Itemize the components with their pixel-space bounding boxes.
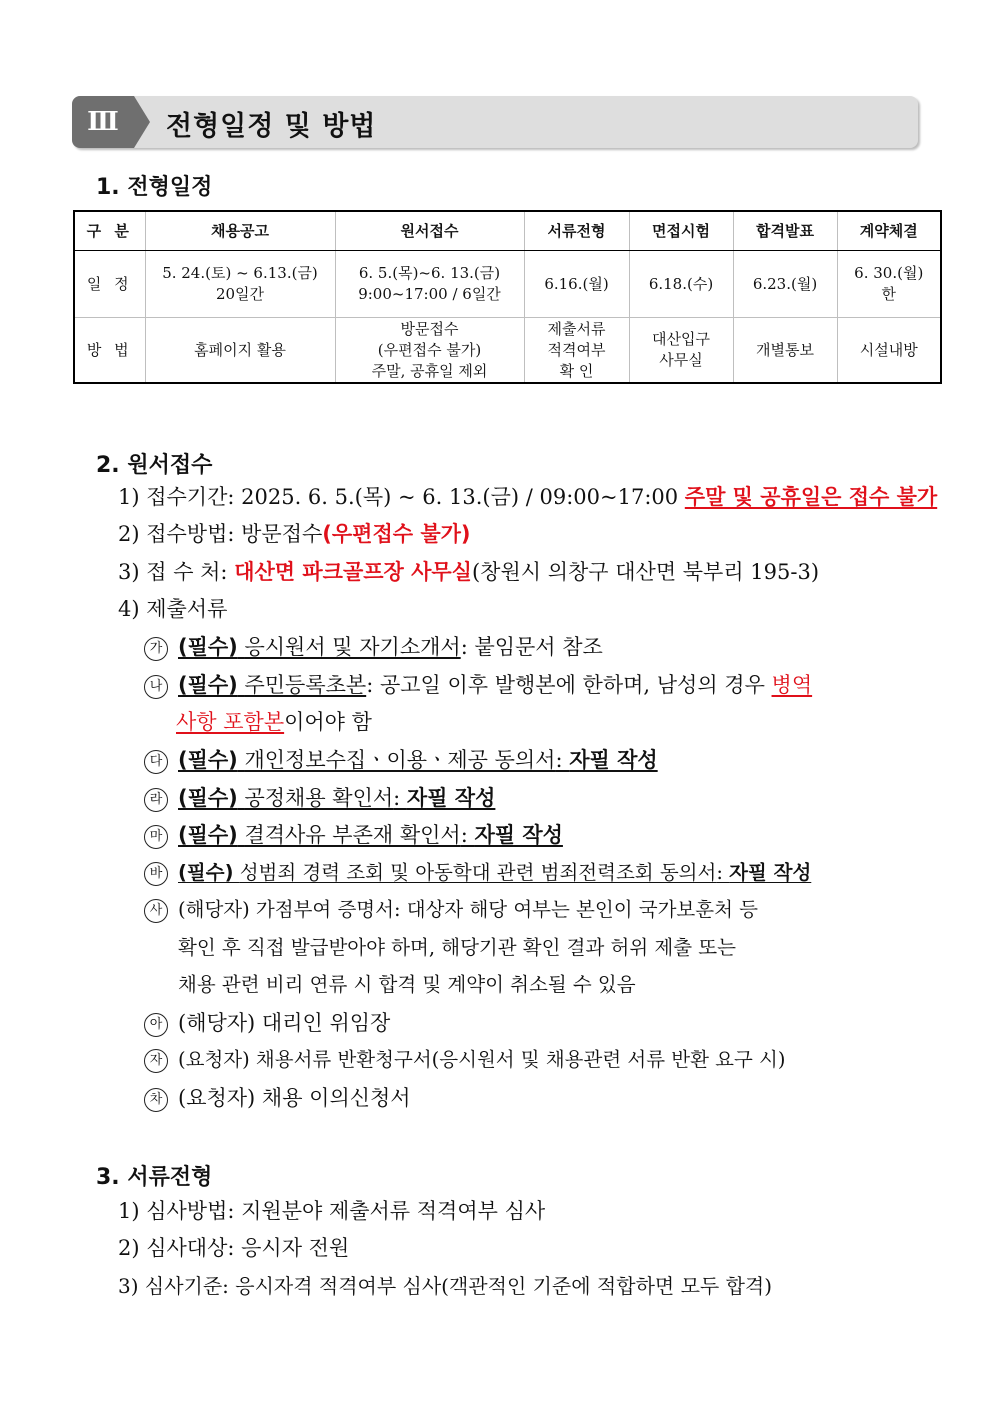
cell-line: 6. 5.(목)~6. 13.(금) [358, 264, 501, 282]
place-address: (창원시 의창구 대산면 북부리 195-3) [471, 560, 820, 584]
cell-line: 6.16.(월) [544, 274, 609, 293]
row-label: 일 정 [74, 251, 145, 318]
doc-item [144, 860, 811, 886]
doc-item [144, 747, 658, 774]
period-warning: 주말 및 공휴일은 접수 불가 [684, 485, 938, 509]
cell-line: 방문접수 [400, 319, 459, 338]
row-label: 방 법 [74, 318, 145, 384]
method-text: 2) 접수방법: 방문접수 [118, 522, 323, 546]
table-cell [733, 318, 837, 384]
cell-line: 시설내방 [859, 340, 918, 359]
cell-line: 6.23.(월) [752, 274, 818, 293]
doc-name: 결격사유 부존재 확인서 [244, 823, 461, 847]
section2-title: 2. 원서접수 [96, 453, 213, 478]
review-item: 2) 심사대상: 응시자 전원 [118, 1236, 350, 1260]
doc-note: : 붙임문서 참조 [460, 635, 603, 659]
doc-note: : 공고일 이후 발행본에 한하며, 남성의 경우 [366, 673, 772, 697]
table-cell [837, 251, 941, 318]
table-header-cell: 서류전형 [524, 211, 629, 251]
doc-marker: 나 [144, 675, 168, 699]
section-number-arrow [134, 96, 150, 148]
table-cell [524, 318, 629, 384]
table-cell [629, 318, 733, 384]
cell-line: 6. 30.(월) [854, 264, 924, 282]
required-tag: (필수) [178, 748, 238, 772]
required-tag: (필수) [178, 673, 238, 697]
period-text: 1) 접수기간: 2025. 6. 5.(목) ~ 6. 13.(금) / 09:00~17:00 [118, 485, 685, 509]
cell-line: 적격여부 [547, 340, 606, 359]
doc-text: (해당자) 대리인 위임장 [178, 1011, 391, 1035]
cell-line: 5. 24.(토) ~ 6.13.(금) [162, 264, 318, 282]
method-warning: (우편접수 불가) [322, 522, 471, 546]
page-title: 전형일정 및 방법 [166, 111, 377, 142]
doc-name: 주민등록초본 [244, 673, 367, 697]
doc-note-red: 사항 포함본 [176, 710, 285, 734]
cell-line: 주말, 공휴일 제외 [371, 361, 488, 380]
cell-line: 한 [881, 285, 896, 303]
cell-line: 대산입구 [652, 330, 710, 348]
table-cell [837, 318, 941, 384]
doc-marker: 자 [144, 1049, 168, 1073]
doc-instruction: 자필 작성 [406, 786, 496, 810]
doc-item [144, 672, 812, 699]
doc-marker: 아 [144, 1013, 168, 1037]
doc-item [144, 897, 758, 923]
table-cell [524, 251, 629, 318]
documents-label: 4) 제출서류 [118, 597, 228, 621]
doc-colon: : [716, 861, 730, 884]
table-cell [733, 251, 837, 318]
cell-line: 6.18.(수) [648, 274, 714, 293]
doc-item [144, 785, 495, 812]
doc-marker: 다 [144, 750, 168, 774]
table-header-row [74, 211, 941, 251]
doc-name: 공정채용 확인서 [244, 786, 394, 810]
required-tag: (필수) [178, 786, 238, 810]
doc-name: 성범죄 경력 조회 및 아동학대 관련 범죄전력조회 동의서 [239, 861, 717, 884]
application-period [118, 484, 937, 510]
doc-colon: : [393, 786, 407, 810]
section-number: Ⅲ [72, 96, 134, 148]
section1-title: 1. 전형일정 [96, 175, 213, 200]
review-item: 1) 심사방법: 지원분야 제출서류 적격여부 심사 [118, 1199, 546, 1223]
doc-item-continued: 채용 관련 비리 연류 시 합격 및 계약이 취소될 수 있음 [178, 973, 636, 996]
doc-item [144, 1085, 411, 1112]
doc-item [144, 822, 563, 849]
application-place [118, 559, 819, 585]
table-cell [335, 318, 524, 384]
required-tag: (필수) [178, 635, 238, 659]
schedule-table [73, 210, 942, 384]
doc-item [144, 1047, 785, 1073]
doc-text: (해당자) 가점부여 증명서: 대상자 해당 여부는 본인이 국가보훈처 등 [178, 898, 758, 921]
table-header-cell: 채용공고 [145, 211, 335, 251]
doc-marker: 가 [144, 637, 168, 661]
table-header-cell: 원서접수 [335, 211, 524, 251]
doc-name: 개인정보수집ㆍ이용ㆍ제공 동의서 [244, 748, 556, 772]
section3-title: 3. 서류전형 [96, 1165, 213, 1190]
table-row-schedule [74, 251, 941, 318]
doc-instruction: 자필 작성 [474, 823, 563, 847]
doc-item [144, 634, 603, 661]
table-header-cell: 면접시험 [629, 211, 733, 251]
table-row-method [74, 318, 941, 384]
cell-line: 제출서류 [547, 319, 606, 338]
doc-name: 응시원서 및 자기소개서 [244, 635, 461, 659]
doc-marker: 라 [144, 788, 168, 812]
table-header-cell: 합격발표 [733, 211, 837, 251]
table-cell [145, 251, 335, 318]
application-method [118, 521, 471, 547]
table-cell [629, 251, 733, 318]
doc-text: (요청자) 채용 이의신청서 [178, 1086, 411, 1110]
doc-colon: : [460, 823, 475, 847]
required-tag: (필수) [178, 861, 234, 884]
doc-marker: 차 [144, 1088, 168, 1112]
review-item: 3) 심사기준: 응시자격 적격여부 심사(객관적인 기준에 적합하면 모두 합격) [118, 1274, 773, 1298]
place-label: 3) 접 수 처: [118, 560, 235, 584]
cell-line: 20일간 [215, 285, 265, 303]
table-header-cell: 계약체결 [837, 211, 941, 251]
doc-marker: 사 [144, 899, 168, 923]
cell-line: (우편접수 불가) [377, 340, 482, 359]
doc-marker: 바 [144, 862, 168, 886]
required-tag: (필수) [178, 823, 238, 847]
doc-note: 이어야 함 [284, 710, 372, 734]
cell-line: 홈페이지 활용 [194, 340, 286, 359]
doc-item-continued [176, 709, 372, 735]
cell-line: 확 인 [559, 361, 594, 380]
doc-instruction: 자필 작성 [569, 748, 658, 772]
table-header-cell: 구 분 [74, 211, 145, 251]
doc-instruction: 자필 작성 [729, 861, 812, 884]
doc-colon: : [555, 748, 570, 772]
doc-note-red: 병역 [771, 673, 813, 697]
doc-item-continued: 확인 후 직접 발급받아야 하며, 해당기관 확인 결과 허위 제출 또는 [178, 936, 736, 959]
cell-line: 사무실 [659, 351, 703, 369]
doc-marker: 마 [144, 825, 168, 849]
cell-line: 9:00~17:00 / 6일간 [358, 285, 501, 303]
table-cell [335, 251, 524, 318]
doc-text: (요청자) 채용서류 반환청구서(응시원서 및 채용관련 서류 반환 요구 시) [178, 1048, 786, 1071]
doc-item [144, 1010, 390, 1037]
table-cell [145, 318, 335, 384]
cell-line: 개별통보 [756, 340, 814, 359]
place-name: 대산면 파크골프장 사무실 [234, 560, 472, 584]
